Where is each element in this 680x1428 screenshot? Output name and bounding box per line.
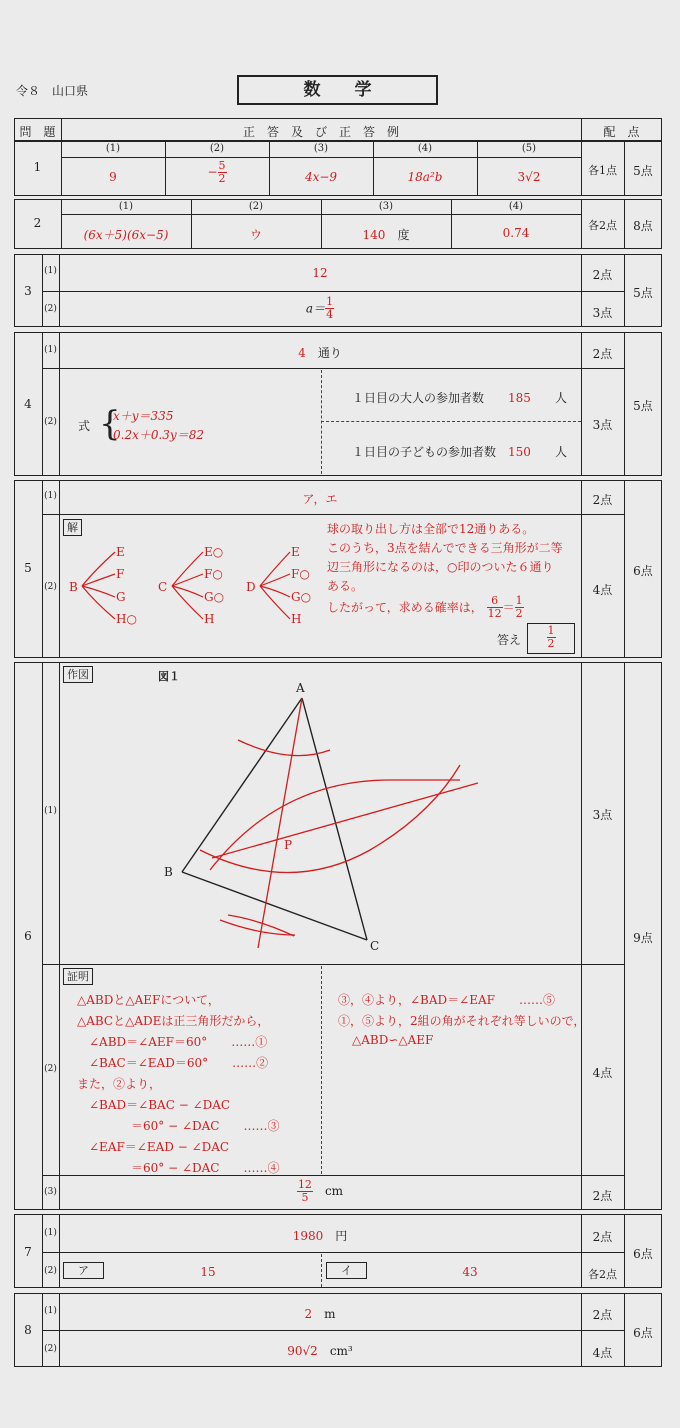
q4-brace: {	[99, 404, 121, 444]
q6-figure-label: 図１	[158, 670, 180, 683]
proof-left-8: ∠EAF＝∠EAD − ∠DAC	[89, 1140, 230, 1154]
q1-label-1: (1)	[105, 143, 121, 154]
tree-root-c: C	[158, 580, 168, 594]
q5-answer-box: $\frac{1}{2}$	[527, 623, 575, 654]
q2-label-2: (2)	[248, 201, 264, 212]
page-title-text: 数 学	[303, 80, 372, 100]
q2-points: 各2点	[588, 219, 617, 232]
q6-sub-1: (1)	[44, 806, 57, 816]
q2-label-3: (3)	[378, 201, 394, 212]
q1-label-3: (3)	[313, 143, 329, 154]
q8-number: 8	[24, 1323, 32, 1337]
tree-b-1: E	[116, 545, 125, 559]
tree-c-3: G○	[204, 590, 225, 604]
q7-tag-a: ア	[63, 1262, 104, 1279]
q2-answer-4: 0.74	[502, 226, 530, 240]
proof-right-3: △ABD∽△AEF	[352, 1033, 434, 1047]
figure-label-a: A	[296, 681, 305, 695]
q1-label-2: (2)	[209, 143, 225, 154]
tree-d-2: F○	[291, 567, 310, 581]
proof-left-2: △ABCと△ADEは正三角形だから，	[77, 1014, 270, 1028]
q7-answer-2b: 43	[462, 1265, 478, 1279]
q4-shiki-label: 式	[78, 419, 91, 433]
q6-points-3: 2点	[592, 1189, 613, 1203]
tree-b-4: H○	[116, 612, 137, 626]
q4-total: 5点	[633, 399, 653, 413]
q8-answer-1: 2 m	[304, 1307, 336, 1321]
proof-left-6: ∠BAD＝∠BAC − ∠DAC	[89, 1098, 231, 1112]
q8-sub-2: (2)	[44, 1344, 57, 1354]
q6-total: 9点	[633, 931, 653, 945]
q2-answer-1: (6x＋5)(6x−5)	[83, 228, 169, 242]
q3-answer-2: a＝ $\frac{1}{4}$	[305, 295, 334, 321]
q2-answer-2: ウ	[249, 228, 262, 242]
tree-root-d: D	[246, 580, 256, 594]
q5-text-3: 辺三角形になるのは，○印のついた６通り	[327, 560, 554, 574]
q1-answer-1: 9	[109, 170, 117, 184]
proof-left-3: ∠ABD＝∠AEF＝60° ……①	[89, 1035, 268, 1049]
q8-total: 6点	[633, 1326, 653, 1340]
q1-answer-5: 3√2	[517, 170, 541, 184]
q5-sub-1: (1)	[44, 491, 57, 501]
q3-total: 5点	[633, 286, 653, 300]
q1-answer-3: 4x−9	[304, 170, 338, 184]
q7-answer-2a: 15	[200, 1265, 216, 1279]
q4-child-row: １日目の子どもの参加者数 150 人	[352, 445, 567, 459]
q6-construction-figure	[160, 680, 490, 960]
col-question: 問 題	[19, 125, 56, 139]
q7-total: 6点	[633, 1247, 653, 1261]
q5-answer-label: 答え	[497, 633, 522, 647]
tree-d-4: H	[291, 612, 302, 626]
q3-answer-1: 12	[312, 266, 328, 280]
q5-sub-2: (2)	[44, 582, 57, 592]
q2-total: 8点	[633, 219, 653, 233]
q5-kai-tag: 解	[63, 519, 82, 536]
figure-label-b: B	[164, 865, 173, 879]
q5-tree-diagram	[60, 540, 330, 635]
proof-left-7: ＝60° − ∠DAC ……③	[131, 1119, 280, 1133]
q5-answer-1: ア，エ	[302, 492, 338, 506]
q2-label-1: (1)	[118, 201, 134, 212]
q6-sub-2: (2)	[44, 1064, 57, 1074]
q8-points-1: 2点	[592, 1308, 613, 1322]
q7-sub-1: (1)	[44, 1228, 57, 1238]
q2-number: 2	[33, 216, 42, 230]
q1-label-4: (4)	[417, 143, 433, 154]
proof-left-1: △ABDと△AEFについて，	[77, 993, 220, 1007]
q8-sub-1: (1)	[44, 1306, 57, 1316]
q3-sub-2: (2)	[44, 304, 57, 314]
proof-right-1: ③，④より，∠BAD＝∠EAF ……⑤	[338, 993, 555, 1007]
q1-number: 1	[33, 160, 42, 174]
tree-b-2: F	[116, 567, 125, 581]
q2-label-4: (4)	[508, 201, 524, 212]
proof-left-5: また，②より，	[77, 1077, 162, 1091]
figure-label-p: P	[284, 838, 293, 852]
q5-points-2: 4点	[592, 583, 613, 597]
q1-label-5: (5)	[521, 143, 537, 154]
tree-c-4: H	[204, 612, 215, 626]
q5-text-2: このうち，3点を結んでできる三角形が二等	[327, 541, 563, 555]
col-points: 配 点	[603, 125, 640, 139]
tree-c-1: E○	[204, 545, 224, 559]
q6-points-2: 4点	[592, 1066, 613, 1080]
q4-answer-1: 4 通り	[298, 346, 342, 360]
q4-points-1: 2点	[592, 347, 613, 361]
q1-answer-2: − $\frac{5}{2}$	[207, 159, 226, 185]
q7-tag-i: イ	[326, 1262, 367, 1279]
q4-sub-2: (2)	[44, 417, 57, 427]
q7-number: 7	[24, 1245, 32, 1259]
figure-label-c: C	[370, 939, 380, 953]
tree-root-b: B	[69, 580, 78, 594]
q6-sakuzu-tag: 作図	[63, 666, 93, 683]
tree-b-3: G	[116, 590, 126, 604]
q6-shoumei-tag: 証明	[63, 968, 93, 985]
q8-points-2: 4点	[592, 1346, 613, 1360]
q3-points-2: 3点	[592, 306, 613, 320]
prefecture-label: 令８ 山口県	[16, 84, 89, 98]
proof-left-4: ∠BAC＝∠EAD＝60° ……②	[89, 1056, 269, 1070]
q6-sub-3: (3)	[44, 1187, 57, 1197]
q4-equation-1: x＋y＝335	[113, 409, 174, 423]
proof-left-9: ＝60° − ∠DAC ……④	[131, 1161, 280, 1175]
tree-c-2: F○	[204, 567, 223, 581]
tree-d-1: E	[291, 545, 300, 559]
q4-adult-row: １日目の大人の参加者数 185 人	[352, 391, 567, 405]
col-answer: 正 答 及 び 正 答 例	[242, 125, 399, 139]
q4-points-2: 3点	[592, 418, 613, 432]
q5-total: 6点	[633, 564, 653, 578]
q6-number: 6	[24, 929, 32, 943]
q5-text-5: したがって，求める確率は， $\frac{6}{12}$ ＝ $\frac{1}{2}$	[327, 594, 523, 620]
q1-answer-4: 18a²b	[407, 170, 443, 184]
q5-number: 5	[24, 561, 32, 575]
q7-points-2: 各2点	[588, 1268, 617, 1281]
q5-text-4: ある。	[327, 579, 364, 593]
q7-points-1: 2点	[592, 1230, 613, 1244]
q4-number: 4	[24, 397, 32, 411]
q4-sub-1: (1)	[44, 345, 57, 355]
q3-number: 3	[24, 284, 32, 298]
q6-points-1: 3点	[592, 808, 613, 822]
page-title	[237, 75, 438, 105]
q1-total: 5点	[633, 164, 653, 178]
q6-answer-3: $\frac{12}{5}$ cm	[297, 1178, 344, 1204]
q7-sub-2: (2)	[44, 1266, 57, 1276]
q1-points: 各1点	[588, 164, 617, 177]
q5-points-1: 2点	[592, 493, 613, 507]
q3-points-1: 2点	[592, 268, 613, 282]
q7-answer-1: 1980 円	[292, 1229, 348, 1243]
q4-equation-2: 0.2x＋0.3y＝82	[113, 428, 204, 442]
q3-sub-1: (1)	[44, 266, 57, 276]
tree-d-3: G○	[291, 590, 312, 604]
q2-answer-3: 140 度	[362, 228, 410, 242]
proof-right-2: ①，⑤より，2組の角がそれぞれ等しいので，	[338, 1014, 586, 1028]
q8-answer-2: 90√2 cm³	[287, 1344, 353, 1358]
q5-text-1: 球の取り出し方は全部で12通りある。	[327, 522, 535, 536]
